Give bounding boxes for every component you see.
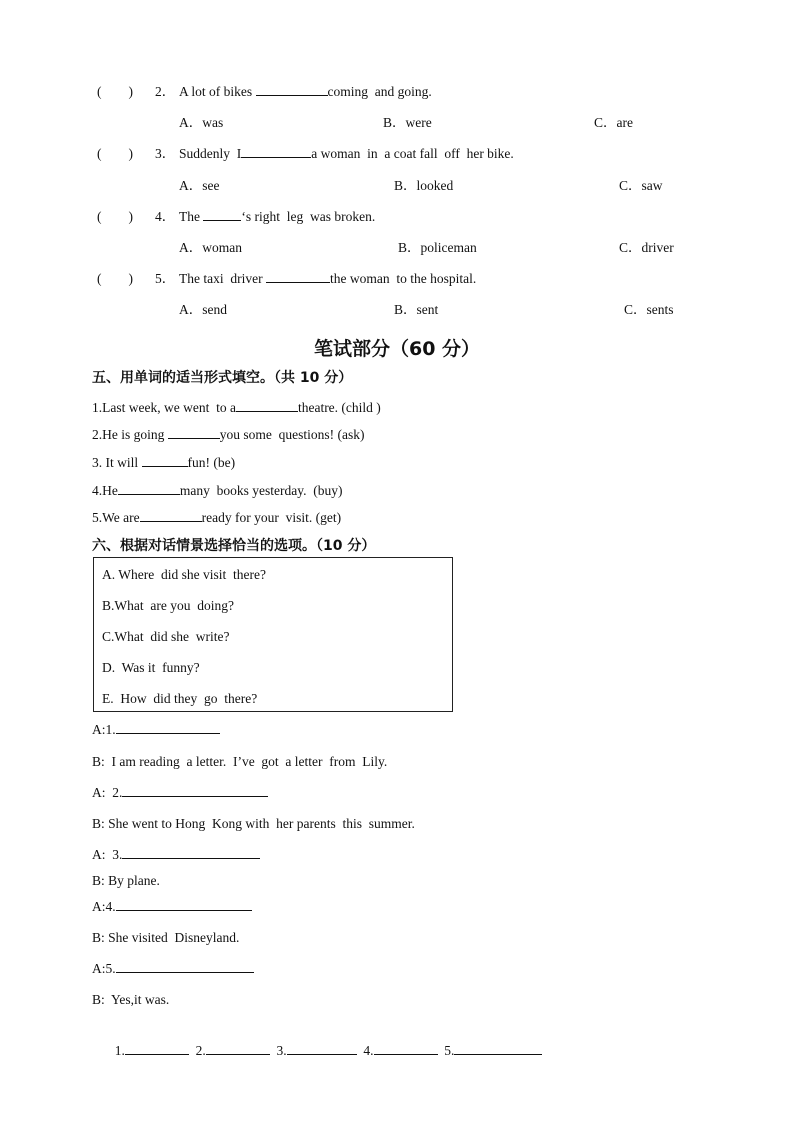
answer-label-3: 3. <box>276 1043 287 1058</box>
section-6-heading: 六、根据对话情景选择恰当的选项。（10 分） <box>92 538 376 554</box>
written-section-title: 笔试部分（60 分） <box>313 338 481 360</box>
answer-paren[interactable]: ( ) <box>97 84 133 99</box>
answer-row <box>108 1024 542 1060</box>
dialogue-line-10: B: Yes,it was. <box>92 992 170 1007</box>
dialogue-line-1: A:1. <box>92 721 220 739</box>
options-box <box>93 557 453 712</box>
blank-line[interactable] <box>116 960 254 973</box>
option-c: C．are <box>594 115 633 130</box>
dialogue-line-2: B: I am reading a letter. I’ve got a letter from Lily. <box>92 754 388 769</box>
option-c: C．saw <box>619 178 663 193</box>
option-a: A．send <box>179 302 227 317</box>
option-b: B．sent <box>394 302 439 317</box>
question-number: 5． <box>155 271 176 286</box>
dialogue-line-3: A: 2. <box>92 784 268 802</box>
option-a: A．woman <box>179 240 242 255</box>
blank-line[interactable] <box>168 426 220 439</box>
option-c: C．sents <box>624 302 674 317</box>
answer-label-2: 2. <box>195 1043 206 1058</box>
dialogue-line-9: A:5. <box>92 960 254 978</box>
option-a: A．was <box>179 115 224 130</box>
answer-paren[interactable]: ( ) <box>97 271 133 286</box>
blank-line[interactable] <box>122 784 268 797</box>
dialogue-line-6: B: By plane. <box>92 873 160 888</box>
option-b: B．policeman <box>398 240 477 255</box>
choice-e: E. How did they go there? <box>102 691 258 706</box>
blank-line[interactable] <box>118 482 180 495</box>
question-text: The taxi driver the woman to the hospital. <box>179 271 477 286</box>
dialogue-line-8: B: She visited Disneyland. <box>92 930 240 945</box>
choice-b: B.What are you doing? <box>102 598 234 613</box>
fill-item-1: 1.Last week, we went to a theatre. (child ) <box>92 400 381 415</box>
section-5-heading: 五、用单词的适当形式填空。（共 10 分） <box>92 370 353 386</box>
answer-label-4: 4. <box>363 1043 374 1058</box>
blank-line <box>266 270 330 283</box>
answer-blank-3[interactable] <box>287 1042 357 1055</box>
answer-blank-4[interactable] <box>374 1042 438 1055</box>
fill-item-2: 2.He is going you some questions! (ask) <box>92 427 365 442</box>
fill-item-4: 4.He many books yesterday. (buy) <box>92 483 343 498</box>
answer-paren[interactable]: ( ) <box>97 209 133 224</box>
question-number: 4． <box>155 209 176 224</box>
question-text: A lot of bikes coming and going. <box>179 84 432 99</box>
answer-label-5: 5. <box>444 1043 455 1058</box>
option-c: C．driver <box>619 240 674 255</box>
question-number: 2． <box>155 84 176 99</box>
blank-line <box>241 145 311 158</box>
choice-a: A. Where did she visit there? <box>102 567 266 582</box>
blank-line[interactable] <box>116 721 220 734</box>
option-b: B．were <box>383 115 432 130</box>
blank-line[interactable] <box>236 399 298 412</box>
blank-line[interactable] <box>142 454 188 467</box>
answer-blank-5[interactable] <box>454 1042 542 1055</box>
fill-item-5: 5.We are ready for your visit. (get) <box>92 510 342 525</box>
question-text: Suddenly I a woman in a coat fall off her bike. <box>179 146 514 161</box>
dialogue-line-4: B: She went to Hong Kong with her parents this summer. <box>92 816 415 831</box>
answer-blank-2[interactable] <box>206 1042 270 1055</box>
blank-line <box>203 208 241 221</box>
answer-blank-1[interactable] <box>125 1042 189 1055</box>
blank-line[interactable] <box>122 846 260 859</box>
option-a: A．see <box>179 178 220 193</box>
blank-line <box>256 83 328 96</box>
choice-d: D. Was it funny? <box>102 660 200 675</box>
question-number: 3． <box>155 146 176 161</box>
question-text: The ‘s right leg was broken. <box>179 209 376 224</box>
answer-label-1: 1. <box>114 1043 125 1058</box>
fill-item-3: 3. It will fun! (be) <box>92 455 236 470</box>
dialogue-line-7: A:4. <box>92 898 252 916</box>
choice-c: C.What did she write? <box>102 629 230 644</box>
blank-line[interactable] <box>116 898 252 911</box>
option-b: B．looked <box>394 178 454 193</box>
dialogue-line-5: A: 3. <box>92 846 260 864</box>
blank-line[interactable] <box>140 509 202 522</box>
answer-paren[interactable]: ( ) <box>97 146 133 161</box>
